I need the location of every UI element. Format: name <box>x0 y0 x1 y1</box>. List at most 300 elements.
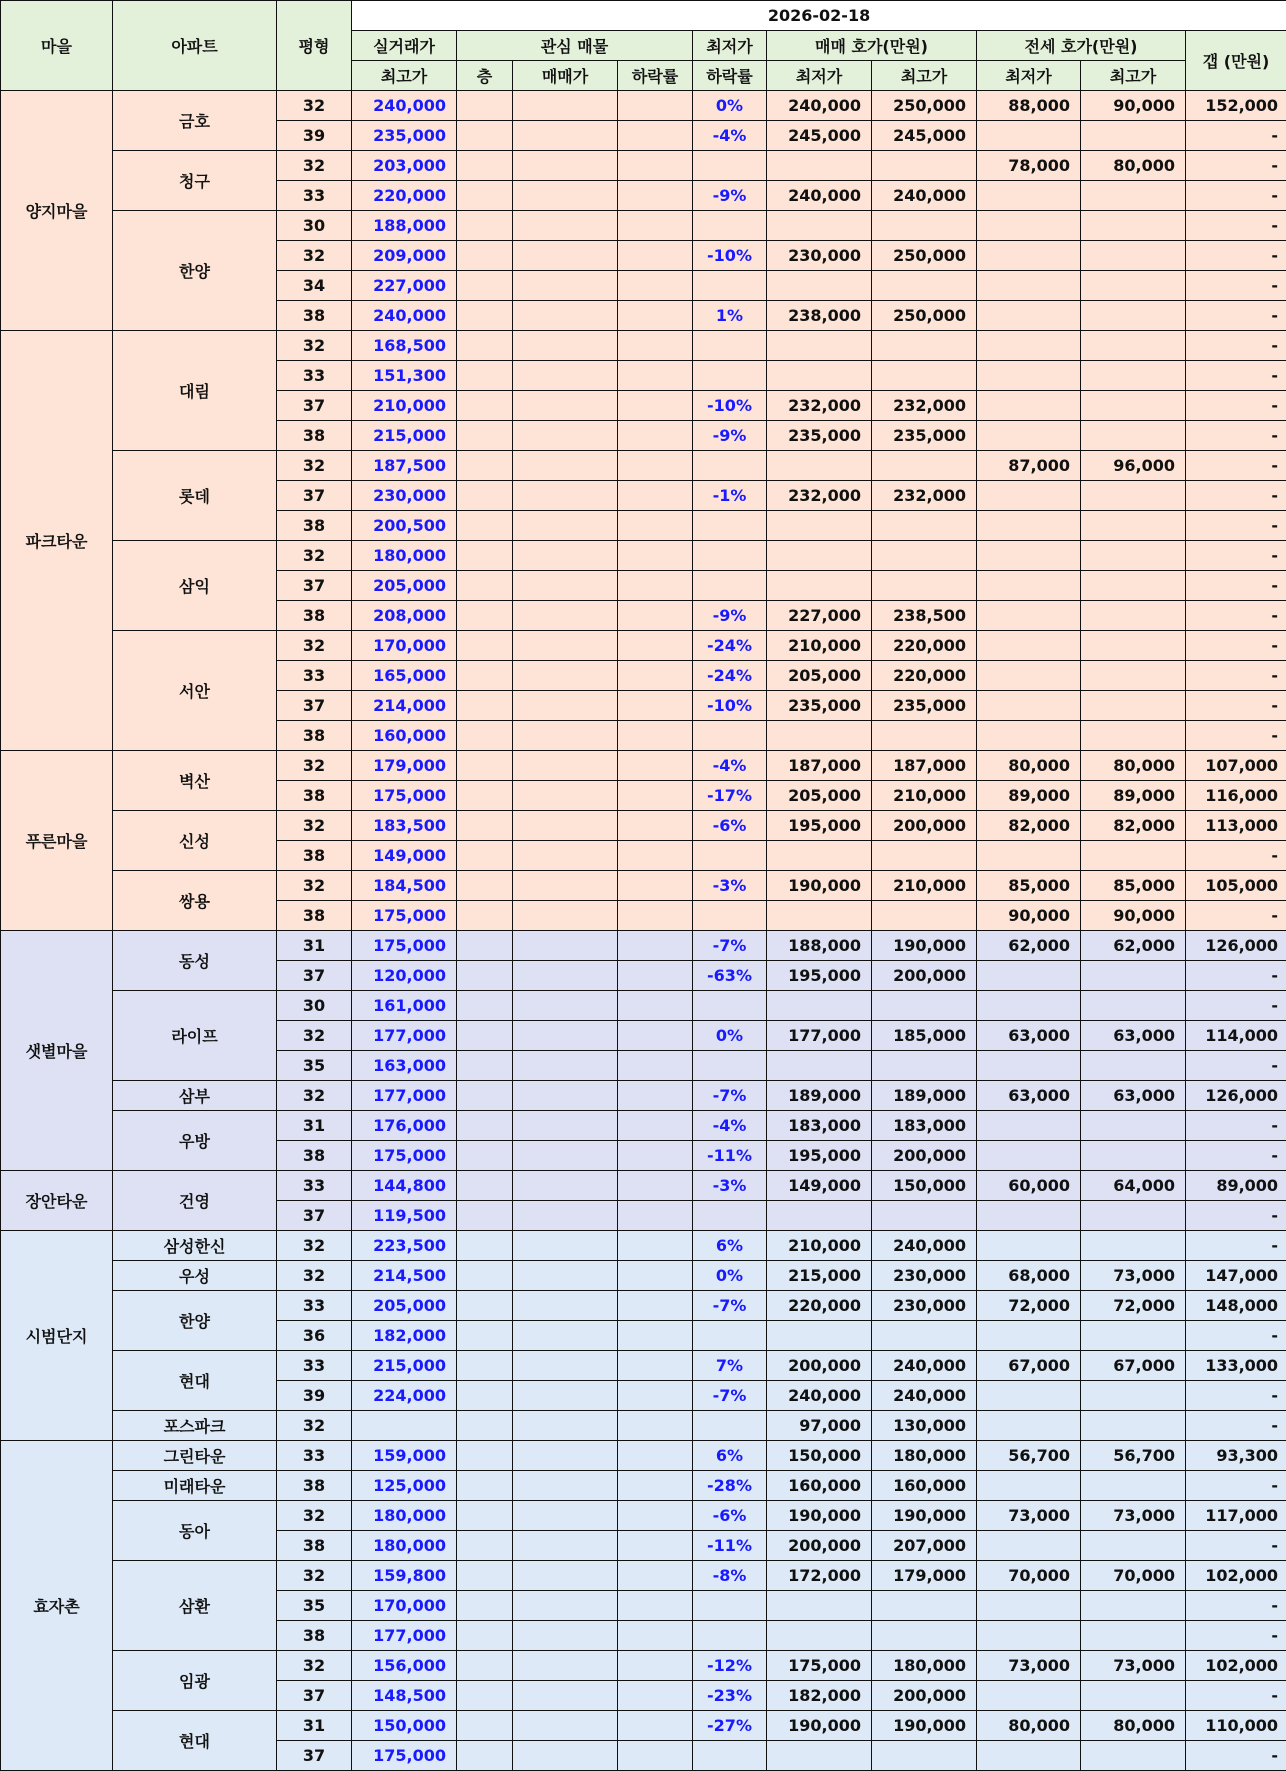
pyeong-cell: 33 <box>277 181 352 211</box>
sale-max-cell: 150,000 <box>872 1171 977 1201</box>
pyeong-cell: 32 <box>277 1501 352 1531</box>
watch-drop-cell <box>618 571 693 601</box>
jeonse-max-cell <box>1081 301 1186 331</box>
table-row <box>1 1291 1286 1321</box>
watch-floor-cell <box>457 301 513 331</box>
table-row <box>1 541 1286 571</box>
gap-cell: - <box>1186 421 1286 451</box>
low-drop-rate-cell <box>693 151 767 181</box>
jeonse-min-cell <box>977 1681 1081 1711</box>
watch-price-cell <box>513 1411 618 1441</box>
sale-max-cell <box>872 721 977 751</box>
gap-cell: - <box>1186 961 1286 991</box>
low-drop-rate-cell <box>693 1051 767 1081</box>
watch-price-cell <box>513 1651 618 1681</box>
pyeong-cell: 37 <box>277 571 352 601</box>
header-low-2: 하락률 <box>693 61 767 91</box>
sale-max-cell: 200,000 <box>872 1681 977 1711</box>
watch-floor-cell <box>457 1111 513 1141</box>
sale-min-cell: 195,000 <box>767 811 872 841</box>
watch-drop-cell <box>618 1081 693 1111</box>
jeonse-min-cell: 87,000 <box>977 451 1081 481</box>
low-drop-rate-cell: -10% <box>693 391 767 421</box>
jeonse-min-cell: 82,000 <box>977 811 1081 841</box>
jeonse-min-cell <box>977 181 1081 211</box>
sale-max-cell <box>872 571 977 601</box>
real-price-cell: 177,000 <box>352 1081 457 1111</box>
sale-max-cell: 235,000 <box>872 421 977 451</box>
watch-drop-cell <box>618 421 693 451</box>
header-low-1: 최저가 <box>693 31 767 61</box>
sale-min-cell <box>767 271 872 301</box>
watch-drop-cell <box>618 721 693 751</box>
gap-cell: 126,000 <box>1186 931 1286 961</box>
watch-drop-cell <box>618 1561 693 1591</box>
watch-drop-cell <box>618 841 693 871</box>
header-watch-price: 매매가 <box>513 61 618 91</box>
real-price-cell: 175,000 <box>352 931 457 961</box>
gap-cell: - <box>1186 361 1286 391</box>
watch-floor-cell <box>457 1171 513 1201</box>
gap-cell: - <box>1186 151 1286 181</box>
low-drop-rate-cell: -8% <box>693 1561 767 1591</box>
sale-min-cell: 200,000 <box>767 1351 872 1381</box>
watch-drop-cell <box>618 1231 693 1261</box>
pyeong-cell: 32 <box>277 1561 352 1591</box>
pyeong-cell: 30 <box>277 991 352 1021</box>
watch-drop-cell <box>618 931 693 961</box>
sale-max-cell <box>872 151 977 181</box>
low-drop-rate-cell: -17% <box>693 781 767 811</box>
watch-floor-cell <box>457 1231 513 1261</box>
low-drop-rate-cell: -27% <box>693 1711 767 1741</box>
apartment-cell: 포스파크 <box>113 1411 277 1441</box>
jeonse-min-cell <box>977 211 1081 241</box>
jeonse-max-cell: 96,000 <box>1081 451 1186 481</box>
sale-max-cell <box>872 541 977 571</box>
watch-price-cell <box>513 1591 618 1621</box>
real-price-cell: 168,500 <box>352 331 457 361</box>
sale-min-cell: 230,000 <box>767 241 872 271</box>
real-price-cell: 183,500 <box>352 811 457 841</box>
watch-floor-cell <box>457 1561 513 1591</box>
table-row <box>1 1561 1286 1591</box>
sale-max-cell: 220,000 <box>872 631 977 661</box>
jeonse-max-cell <box>1081 241 1186 271</box>
watch-drop-cell <box>618 691 693 721</box>
watch-drop-cell <box>618 1471 693 1501</box>
jeonse-max-cell <box>1081 961 1186 991</box>
header-watch: 관심 매물 <box>457 31 693 61</box>
jeonse-min-cell <box>977 1531 1081 1561</box>
low-drop-rate-cell: 0% <box>693 91 767 121</box>
header-real-price-2: 최고가 <box>352 61 457 91</box>
jeonse-max-cell <box>1081 391 1186 421</box>
pyeong-cell: 38 <box>277 1531 352 1561</box>
sale-min-cell: 240,000 <box>767 1381 872 1411</box>
gap-cell: 114,000 <box>1186 1021 1286 1051</box>
watch-floor-cell <box>457 181 513 211</box>
sale-min-cell <box>767 991 872 1021</box>
table-row <box>1 151 1286 181</box>
jeonse-max-cell <box>1081 691 1186 721</box>
real-price-cell: 144,800 <box>352 1171 457 1201</box>
gap-cell: 152,000 <box>1186 91 1286 121</box>
gap-cell: 126,000 <box>1186 1081 1286 1111</box>
sale-max-cell: 250,000 <box>872 91 977 121</box>
jeonse-max-cell: 85,000 <box>1081 871 1186 901</box>
jeonse-max-cell: 72,000 <box>1081 1291 1186 1321</box>
low-drop-rate-cell: -24% <box>693 631 767 661</box>
table-row <box>1 1171 1286 1201</box>
watch-drop-cell <box>618 1681 693 1711</box>
table-row <box>1 811 1286 841</box>
header-sale-min: 최저가 <box>767 61 872 91</box>
gap-cell: - <box>1186 1531 1286 1561</box>
watch-price-cell <box>513 541 618 571</box>
table-row <box>1 331 1286 361</box>
jeonse-min-cell <box>977 571 1081 601</box>
sale-max-cell <box>872 271 977 301</box>
watch-floor-cell <box>457 991 513 1021</box>
watch-price-cell <box>513 751 618 781</box>
jeonse-min-cell <box>977 541 1081 571</box>
village-cell: 효자촌 <box>1 1441 113 1771</box>
pyeong-cell: 33 <box>277 1441 352 1471</box>
pyeong-cell: 37 <box>277 1741 352 1771</box>
sale-min-cell: 232,000 <box>767 481 872 511</box>
low-drop-rate-cell: -9% <box>693 181 767 211</box>
header-gap: 갭 (만원) <box>1186 31 1286 91</box>
gap-cell: - <box>1186 331 1286 361</box>
pyeong-cell: 38 <box>277 1621 352 1651</box>
jeonse-max-cell <box>1081 1321 1186 1351</box>
apartment-cell: 동성 <box>113 931 277 991</box>
watch-price-cell <box>513 841 618 871</box>
jeonse-max-cell <box>1081 181 1186 211</box>
watch-price-cell <box>513 1621 618 1651</box>
real-price-cell: 215,000 <box>352 421 457 451</box>
watch-price-cell <box>513 931 618 961</box>
low-drop-rate-cell <box>693 1411 767 1441</box>
gap-cell: - <box>1186 541 1286 571</box>
jeonse-min-cell: 89,000 <box>977 781 1081 811</box>
sale-min-cell: 235,000 <box>767 691 872 721</box>
gap-cell: 102,000 <box>1186 1561 1286 1591</box>
real-price-cell: 125,000 <box>352 1471 457 1501</box>
watch-floor-cell <box>457 1651 513 1681</box>
real-price-cell: 163,000 <box>352 1051 457 1081</box>
jeonse-max-cell: 82,000 <box>1081 811 1186 841</box>
jeonse-max-cell: 56,700 <box>1081 1441 1186 1471</box>
low-drop-rate-cell <box>693 1621 767 1651</box>
header-jeonse-min: 최저가 <box>977 61 1081 91</box>
jeonse-max-cell <box>1081 631 1186 661</box>
watch-drop-cell <box>618 901 693 931</box>
pyeong-cell: 38 <box>277 721 352 751</box>
jeonse-max-cell <box>1081 331 1186 361</box>
pyeong-cell: 33 <box>277 1171 352 1201</box>
jeonse-max-cell <box>1081 1531 1186 1561</box>
jeonse-max-cell <box>1081 601 1186 631</box>
watch-floor-cell <box>457 721 513 751</box>
gap-cell: 133,000 <box>1186 1351 1286 1381</box>
watch-price-cell <box>513 451 618 481</box>
watch-drop-cell <box>618 1501 693 1531</box>
watch-drop-cell <box>618 1711 693 1741</box>
real-price-cell: 150,000 <box>352 1711 457 1741</box>
sale-max-cell: 250,000 <box>872 301 977 331</box>
watch-price-cell <box>513 961 618 991</box>
low-drop-rate-cell <box>693 211 767 241</box>
jeonse-max-cell: 90,000 <box>1081 901 1186 931</box>
gap-cell: 116,000 <box>1186 781 1286 811</box>
low-drop-rate-cell <box>693 721 767 751</box>
sale-max-cell: 238,500 <box>872 601 977 631</box>
jeonse-min-cell: 78,000 <box>977 151 1081 181</box>
apartment-cell: 삼부 <box>113 1081 277 1111</box>
low-drop-rate-cell: 0% <box>693 1021 767 1051</box>
real-price-cell: 205,000 <box>352 1291 457 1321</box>
low-drop-rate-cell <box>693 331 767 361</box>
watch-floor-cell <box>457 421 513 451</box>
jeonse-min-cell <box>977 1381 1081 1411</box>
watch-price-cell <box>513 1051 618 1081</box>
watch-price-cell <box>513 1501 618 1531</box>
jeonse-min-cell: 73,000 <box>977 1651 1081 1681</box>
watch-floor-cell <box>457 1081 513 1111</box>
jeonse-min-cell <box>977 1051 1081 1081</box>
gap-cell: - <box>1186 1051 1286 1081</box>
gap-cell: 89,000 <box>1186 1171 1286 1201</box>
sale-min-cell: 160,000 <box>767 1471 872 1501</box>
watch-price-cell <box>513 691 618 721</box>
low-drop-rate-cell: -7% <box>693 1081 767 1111</box>
watch-price-cell <box>513 991 618 1021</box>
apartment-cell: 삼성한신 <box>113 1231 277 1261</box>
sale-min-cell <box>767 511 872 541</box>
apartment-cell: 한양 <box>113 211 277 331</box>
real-price-cell: 161,000 <box>352 991 457 1021</box>
real-price-cell: 175,000 <box>352 781 457 811</box>
gap-cell: - <box>1186 181 1286 211</box>
sale-max-cell <box>872 841 977 871</box>
jeonse-max-cell <box>1081 991 1186 1021</box>
watch-floor-cell <box>457 1021 513 1051</box>
table-header <box>1 1 1286 91</box>
watch-floor-cell <box>457 601 513 631</box>
sale-max-cell: 230,000 <box>872 1291 977 1321</box>
sale-min-cell: 205,000 <box>767 661 872 691</box>
pyeong-cell: 31 <box>277 931 352 961</box>
watch-price-cell <box>513 241 618 271</box>
sale-min-cell: 220,000 <box>767 1291 872 1321</box>
watch-floor-cell <box>457 901 513 931</box>
sale-max-cell: 160,000 <box>872 1471 977 1501</box>
low-drop-rate-cell: 1% <box>693 301 767 331</box>
watch-drop-cell <box>618 151 693 181</box>
jeonse-min-cell: 72,000 <box>977 1291 1081 1321</box>
pyeong-cell: 35 <box>277 1591 352 1621</box>
watch-price-cell <box>513 661 618 691</box>
sale-max-cell: 230,000 <box>872 1261 977 1291</box>
sale-max-cell: 220,000 <box>872 661 977 691</box>
sale-max-cell: 240,000 <box>872 1231 977 1261</box>
jeonse-max-cell: 80,000 <box>1081 751 1186 781</box>
real-price-cell: 203,000 <box>352 151 457 181</box>
watch-floor-cell <box>457 1321 513 1351</box>
sale-min-cell: 240,000 <box>767 181 872 211</box>
pyeong-cell: 32 <box>277 451 352 481</box>
low-drop-rate-cell: 6% <box>693 1231 767 1261</box>
sale-max-cell: 179,000 <box>872 1561 977 1591</box>
sale-min-cell <box>767 1741 872 1771</box>
watch-drop-cell <box>618 1621 693 1651</box>
table-row <box>1 1261 1286 1291</box>
watch-drop-cell <box>618 511 693 541</box>
watch-price-cell <box>513 601 618 631</box>
watch-price-cell <box>513 1561 618 1591</box>
gap-cell: - <box>1186 241 1286 271</box>
low-drop-rate-cell <box>693 1201 767 1231</box>
sale-max-cell: 130,000 <box>872 1411 977 1441</box>
watch-floor-cell <box>457 451 513 481</box>
watch-floor-cell <box>457 1471 513 1501</box>
jeonse-max-cell <box>1081 121 1186 151</box>
real-price-cell: 156,000 <box>352 1651 457 1681</box>
header-apartment: 아파트 <box>113 1 277 91</box>
watch-floor-cell <box>457 1441 513 1471</box>
table-row <box>1 1501 1286 1531</box>
low-drop-rate-cell: -63% <box>693 961 767 991</box>
table-row <box>1 451 1286 481</box>
watch-drop-cell <box>618 1021 693 1051</box>
gap-cell: - <box>1186 511 1286 541</box>
pyeong-cell: 32 <box>277 1081 352 1111</box>
low-drop-rate-cell: -23% <box>693 1681 767 1711</box>
watch-price-cell <box>513 901 618 931</box>
table-row <box>1 991 1286 1021</box>
table-row <box>1 1651 1286 1681</box>
pyeong-cell: 37 <box>277 961 352 991</box>
pyeong-cell: 33 <box>277 1351 352 1381</box>
real-price-cell: 215,000 <box>352 1351 457 1381</box>
header-jeonse-max: 최고가 <box>1081 61 1186 91</box>
real-price-cell <box>352 1411 457 1441</box>
sale-max-cell: 187,000 <box>872 751 977 781</box>
real-price-cell: 209,000 <box>352 241 457 271</box>
low-drop-rate-cell: -9% <box>693 421 767 451</box>
sale-max-cell: 189,000 <box>872 1081 977 1111</box>
apartment-cell: 쌍용 <box>113 871 277 931</box>
jeonse-max-cell <box>1081 1141 1186 1171</box>
sale-max-cell: 210,000 <box>872 781 977 811</box>
sale-max-cell <box>872 451 977 481</box>
sale-min-cell: 190,000 <box>767 1501 872 1531</box>
pyeong-cell: 37 <box>277 691 352 721</box>
watch-floor-cell <box>457 241 513 271</box>
watch-drop-cell <box>618 1171 693 1201</box>
apartment-cell: 현대 <box>113 1351 277 1411</box>
gap-cell: 148,000 <box>1186 1291 1286 1321</box>
sale-max-cell: 240,000 <box>872 181 977 211</box>
watch-floor-cell <box>457 931 513 961</box>
jeonse-min-cell <box>977 121 1081 151</box>
village-cell: 샛별마을 <box>1 931 113 1171</box>
watch-price-cell <box>513 121 618 151</box>
watch-price-cell <box>513 1381 618 1411</box>
jeonse-min-cell <box>977 1231 1081 1261</box>
gap-cell: 117,000 <box>1186 1501 1286 1531</box>
real-price-cell: 214,500 <box>352 1261 457 1291</box>
header-jeonse: 전세 호가(만원) <box>977 31 1186 61</box>
apartment-cell: 우성 <box>113 1261 277 1291</box>
watch-price-cell <box>513 1021 618 1051</box>
jeonse-min-cell: 62,000 <box>977 931 1081 961</box>
sale-max-cell: 180,000 <box>872 1651 977 1681</box>
low-drop-rate-cell <box>693 361 767 391</box>
pyeong-cell: 32 <box>277 751 352 781</box>
sale-min-cell <box>767 211 872 241</box>
sale-max-cell <box>872 361 977 391</box>
apartment-cell: 벽산 <box>113 751 277 811</box>
gap-cell: - <box>1186 841 1286 871</box>
table-row <box>1 1711 1286 1741</box>
jeonse-min-cell: 85,000 <box>977 871 1081 901</box>
jeonse-max-cell: 63,000 <box>1081 1081 1186 1111</box>
jeonse-max-cell <box>1081 271 1186 301</box>
pyeong-cell: 32 <box>277 241 352 271</box>
gap-cell: - <box>1186 1471 1286 1501</box>
pyeong-cell: 32 <box>277 1411 352 1441</box>
jeonse-min-cell: 56,700 <box>977 1441 1081 1471</box>
watch-drop-cell <box>618 181 693 211</box>
jeonse-max-cell: 80,000 <box>1081 1711 1186 1741</box>
watch-price-cell <box>513 211 618 241</box>
real-price-cell: 220,000 <box>352 181 457 211</box>
watch-drop-cell <box>618 1051 693 1081</box>
real-price-cell: 187,500 <box>352 451 457 481</box>
watch-drop-cell <box>618 781 693 811</box>
watch-floor-cell <box>457 751 513 781</box>
jeonse-max-cell <box>1081 1471 1186 1501</box>
sale-min-cell: 235,000 <box>767 421 872 451</box>
jeonse-min-cell <box>977 391 1081 421</box>
sale-max-cell: 245,000 <box>872 121 977 151</box>
jeonse-min-cell: 67,000 <box>977 1351 1081 1381</box>
watch-floor-cell <box>457 1201 513 1231</box>
jeonse-max-cell <box>1081 1621 1186 1651</box>
watch-floor-cell <box>457 1381 513 1411</box>
jeonse-min-cell <box>977 691 1081 721</box>
low-drop-rate-cell: -10% <box>693 691 767 721</box>
jeonse-max-cell <box>1081 1381 1186 1411</box>
watch-floor-cell <box>457 1681 513 1711</box>
watch-drop-cell <box>618 211 693 241</box>
sale-min-cell: 240,000 <box>767 91 872 121</box>
sale-min-cell: 188,000 <box>767 931 872 961</box>
apartment-cell: 금호 <box>113 91 277 151</box>
sale-max-cell: 207,000 <box>872 1531 977 1561</box>
watch-price-cell <box>513 1201 618 1231</box>
real-price-cell: 151,300 <box>352 361 457 391</box>
sale-max-cell: 240,000 <box>872 1381 977 1411</box>
watch-floor-cell <box>457 661 513 691</box>
watch-floor-cell <box>457 1741 513 1771</box>
gap-cell: 93,300 <box>1186 1441 1286 1471</box>
sale-max-cell: 190,000 <box>872 931 977 961</box>
low-drop-rate-cell: -3% <box>693 871 767 901</box>
